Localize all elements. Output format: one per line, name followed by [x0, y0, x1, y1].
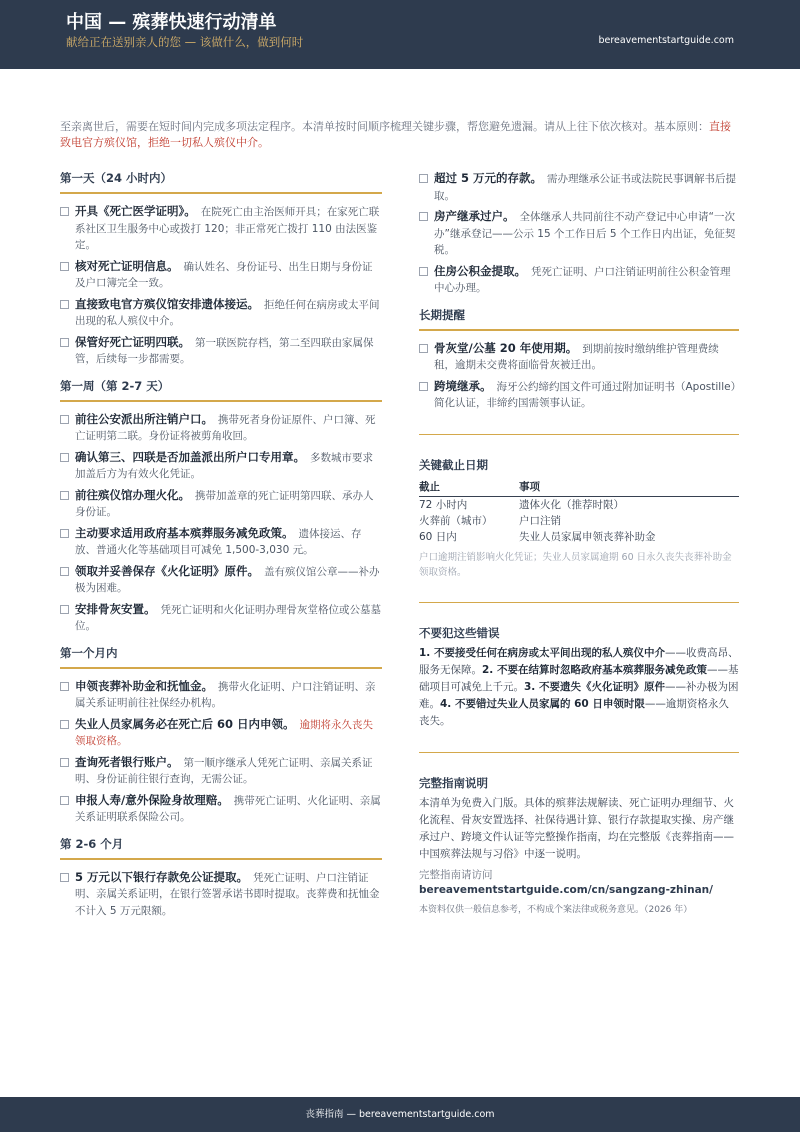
- item-text: [434, 263, 739, 297]
- mistake-2-bold: 2. 不要在结算时忽略政府基本殡葬服务减免政策: [482, 663, 707, 676]
- item-detail: 在院死亡由主治医师开具；在家死亡联系社区卫生服务中心或拨打 120；非正常死亡拨打 110 由法医鉴定。: [75, 206, 380, 251]
- checkbox[interactable]: [60, 529, 69, 538]
- section-heading: 第一周（第 2-7 天）: [60, 378, 382, 402]
- item-detail: 海牙公约缔约国文件可通过附加证明书（Apostille）简化认证，非缔约国需领事认证。: [434, 380, 736, 409]
- item-bold: 确认第三、四联是否加盖派出所户口专用章。: [75, 449, 305, 464]
- item-bold: 住房公积金提取。: [434, 263, 526, 278]
- checklist-item: [60, 525, 382, 559]
- divider: [419, 434, 739, 435]
- item-text: [75, 754, 382, 788]
- checkbox[interactable]: [60, 415, 69, 424]
- item-bold: 前往殡仪馆办理火化。: [75, 487, 190, 502]
- page-footer: [0, 1097, 800, 1132]
- mistake-1-bold: 1. 不要接受任何在病房或太平间出现的私人殡仪中介: [419, 646, 665, 659]
- item-bold: 失业人员家属务必在死亡后 60 日内申领。: [75, 716, 295, 731]
- guide-link[interactable]: bereavementstartguide.com/cn/sangzang-zhinan/: [419, 883, 713, 896]
- right-checklists: [419, 170, 739, 412]
- checkbox[interactable]: [419, 267, 428, 276]
- matter-cell: 失业人员家属申领丧葬补助金: [519, 530, 656, 543]
- mistake-4-bold: 4. 不要错过失业人员家属的 60 日申领时限: [440, 697, 645, 710]
- deadlines-title: 关键截止日期: [419, 457, 488, 472]
- checklist-item: [60, 716, 382, 750]
- deadlines-header-deadline: 截止: [419, 477, 519, 497]
- item-bold: 骨灰堂/公墓 20 年使用期。: [434, 340, 578, 355]
- item-bold: 查询死者银行账户。: [75, 754, 179, 769]
- header-url: bereavementstartguide.com: [598, 35, 734, 46]
- item-text: [75, 487, 382, 521]
- checkbox[interactable]: [60, 491, 69, 500]
- checklist-item: [419, 378, 739, 412]
- item-warning: 逾期将永久丧失领取资格。: [75, 718, 374, 747]
- checkbox[interactable]: [60, 873, 69, 882]
- checkbox[interactable]: [419, 344, 428, 353]
- item-detail: 携带死者身份证原件、户口簿、死亡证明第二联。身份证将被剪角收回。: [75, 413, 376, 442]
- checklist-item: [419, 340, 739, 374]
- checkbox[interactable]: [60, 207, 69, 216]
- mistakes-box: [419, 625, 739, 730]
- item-detail: 第一联医院存档，第二至四联由家属保管，后续每一步都需要。: [75, 336, 374, 365]
- mistake-3-text: ——补办极为困难。: [419, 680, 739, 710]
- footer-text: 丧葬指南 — bereavementstartguide.com: [305, 1109, 495, 1120]
- item-detail: 遗体接运、存放、普通火化等基础项目可减免 1,500-3,030 元。: [75, 527, 362, 556]
- section-heading: 第一个月内: [60, 645, 382, 669]
- mistakes-title: 不要犯这些错误: [419, 625, 500, 640]
- matter-cell: 遗体火化（推荐时限）: [519, 498, 624, 511]
- item-text: [75, 525, 382, 559]
- checklist-item: [60, 449, 382, 483]
- item-bold: 主动要求适用政府基本殡葬服务减免政策。: [75, 525, 294, 540]
- item-detail: 携带加盖章的死亡证明第四联、承办人身份证。: [75, 489, 374, 518]
- deadlines-box: [419, 457, 739, 580]
- item-bold: 超过 5 万元的存款。: [434, 171, 543, 185]
- item-bold: 安排骨灰安置。: [75, 601, 156, 616]
- item-detail: 凭死亡证明和火化证明办理骨灰堂格位或公墓墓位。: [75, 603, 381, 632]
- item-detail: 凭死亡证明、户口注销证明前往公积金管理中心办理。: [434, 265, 731, 294]
- checklist-item: [60, 678, 382, 712]
- disclaimer: 本资料仅供一般信息参考，不构成个案法律或税务意见。（2026 年）: [419, 904, 693, 915]
- checklist-item: [60, 601, 382, 635]
- item-bold: 跨境继承。: [434, 378, 492, 393]
- item-detail: 确认姓名、身份证号、出生日期与身份证及户口簿完全一致。: [75, 260, 373, 289]
- page-subtitle: 献给正在送别亲人的您 — 该做什么，做到何时: [66, 35, 304, 49]
- page-header: [0, 0, 800, 69]
- item-text: [75, 296, 382, 330]
- right-column: [419, 170, 739, 915]
- item-bold: 核对死亡证明信息。: [75, 258, 179, 273]
- table-row: [419, 496, 739, 513]
- item-bold: 保管好死亡证明四联。: [75, 334, 190, 349]
- checklist-item: [60, 792, 382, 826]
- mistake-4-text: ——逾期资格永久丧失。: [419, 697, 729, 727]
- mistake-1-text: ——收费高昂、服务无保障。: [419, 646, 739, 676]
- checkbox[interactable]: [60, 567, 69, 576]
- checkbox[interactable]: [60, 796, 69, 805]
- item-text: [75, 869, 382, 920]
- item-text: [434, 208, 739, 259]
- guide-title: 完整指南说明: [419, 775, 488, 790]
- item-detail: 拒绝任何在病房或太平间出现的私人殡仪中介。: [75, 298, 380, 327]
- item-detail: 第一顺序继承人凭死亡证明、亲属关系证明、身份证前往银行查询，无需公证。: [75, 756, 373, 785]
- item-bold: 开具《死亡医学证明》。: [75, 204, 196, 218]
- checklist-item: [60, 869, 382, 920]
- checklist-item: [60, 296, 382, 330]
- guide-text: 本清单为免费入门版。具体的殡葬法规解读、死亡证明办理细节、火化流程、骨灰安置选择、社保待遇计算、银行存款提取实操、房产继承过户、跨境文件认证等完整操作指南，均在完整版《丧葬指南——中国殡葬法规与习俗》中逐一说明。: [419, 796, 734, 860]
- checklist-item: [60, 754, 382, 788]
- intro-highlight: 直接致电官方殡仪馆，拒绝一切私人殡仪中介。: [60, 120, 731, 149]
- checkbox[interactable]: [60, 300, 69, 309]
- item-bold: 房产继承过户。: [434, 209, 515, 223]
- item-detail: 多数城市要求加盖后方为有效火化凭证。: [75, 451, 373, 480]
- checkbox[interactable]: [60, 682, 69, 691]
- table-row: [419, 513, 739, 529]
- deadline-cell: 60 日内: [419, 530, 457, 543]
- item-bold: 申报人寿/意外保险身故理赔。: [75, 792, 229, 807]
- item-text: [434, 378, 739, 412]
- deadlines-header-item: 事项: [519, 477, 739, 497]
- checklist-item: [60, 487, 382, 521]
- item-detail: 需办理继承公证书或法院民事调解书后提取。: [434, 173, 737, 202]
- checkbox[interactable]: [60, 720, 69, 729]
- left-column: [60, 170, 382, 923]
- checkbox[interactable]: [419, 174, 428, 183]
- intro-paragraph: [60, 119, 740, 151]
- item-detail: 到期前按时缴纳维护管理费续租，逾期未交费将面临骨灰被迁出。: [434, 342, 719, 371]
- checklist-item: [419, 170, 739, 204]
- divider: [419, 602, 739, 603]
- item-detail: 携带火化证明、户口注销证明、亲属关系证明前往社保经办机构。: [75, 680, 376, 709]
- deadline-cell: 72 小时内: [419, 498, 468, 511]
- checklist-item: [60, 334, 382, 368]
- checklist-item: [419, 208, 739, 259]
- item-text: [75, 203, 382, 254]
- item-text: [75, 334, 382, 368]
- checkbox[interactable]: [419, 382, 428, 391]
- intro-text: 至亲离世后，需要在短时间内完成多项法定程序。本清单按时间顺序梳理关键步骤，帮您避免遗漏。请从上往下依次核对。基本原则：: [60, 120, 709, 133]
- item-text: [434, 340, 739, 374]
- guide-visit-label: 完整指南请访问: [419, 868, 493, 881]
- table-row: [419, 529, 739, 545]
- matter-cell: 户口注销: [519, 514, 561, 527]
- item-text: [75, 716, 382, 750]
- item-bold: 申领丧葬补助金和抚恤金。: [75, 678, 213, 693]
- item-detail: 盖有殡仪馆公章——补办极为困难。: [75, 565, 380, 594]
- mistake-3-bold: 3. 不要遗失《火化证明》原件: [524, 680, 665, 693]
- guide-box: [419, 775, 739, 915]
- item-bold: 领取并妥善保存《火化证明》原件。: [75, 563, 259, 578]
- checkbox[interactable]: [60, 338, 69, 347]
- mistakes-text: [419, 645, 739, 730]
- checklist-item: [60, 563, 382, 597]
- section-heading: 长期提醒: [419, 307, 739, 331]
- mistake-2-text: ——基础项目可减免上千元。: [419, 663, 739, 693]
- checklist-item: [419, 263, 739, 297]
- deadlines-note: 户口逾期注销影响火化凭证；失业人员家属逾期 60 日永久丧失丧葬补助金领取资格。: [419, 551, 732, 578]
- item-text: [75, 792, 382, 826]
- item-text: [75, 258, 382, 292]
- item-text: [75, 411, 382, 445]
- item-bold: 直接致电官方殡仪馆安排遗体接运。: [75, 296, 259, 311]
- checkbox[interactable]: [60, 605, 69, 614]
- page-title: 中国 — 殡葬快速行动清单: [66, 12, 277, 33]
- deadlines-table: [419, 477, 739, 545]
- item-detail: 全体继承人共同前往不动产登记中心申请“一次办”继承登记——公示 15 个工作日后 5 个工作日内出证，免征契税。: [434, 211, 736, 256]
- divider: [419, 752, 739, 753]
- item-text: [75, 449, 382, 483]
- checkbox[interactable]: [419, 212, 428, 221]
- deadline-cell: 火葬前（城市）: [419, 514, 493, 527]
- section-heading: 第一天（24 小时内）: [60, 170, 382, 194]
- item-detail: 凭死亡证明、户口注销证明、亲属关系证明，在银行签署承诺书即时提取。丧葬费和抚恤金不计入 5 万元限额。: [75, 871, 380, 917]
- checkbox[interactable]: [60, 262, 69, 271]
- checklist-item: [60, 203, 382, 254]
- section-heading: 第 2-6 个月: [60, 836, 382, 860]
- item-text: [434, 170, 739, 204]
- item-text: [75, 563, 382, 597]
- item-bold: 5 万元以下银行存款免公证提取。: [75, 869, 249, 884]
- item-text: [75, 601, 382, 635]
- checkbox[interactable]: [60, 758, 69, 767]
- checklist-item: [60, 411, 382, 445]
- checklist-item: [60, 258, 382, 292]
- item-text: [75, 678, 382, 712]
- item-bold: 前往公安派出所注销户口。: [75, 411, 213, 426]
- item-detail: 携带死亡证明、火化证明、亲属关系证明联系保险公司。: [75, 794, 381, 823]
- checkbox[interactable]: [60, 453, 69, 462]
